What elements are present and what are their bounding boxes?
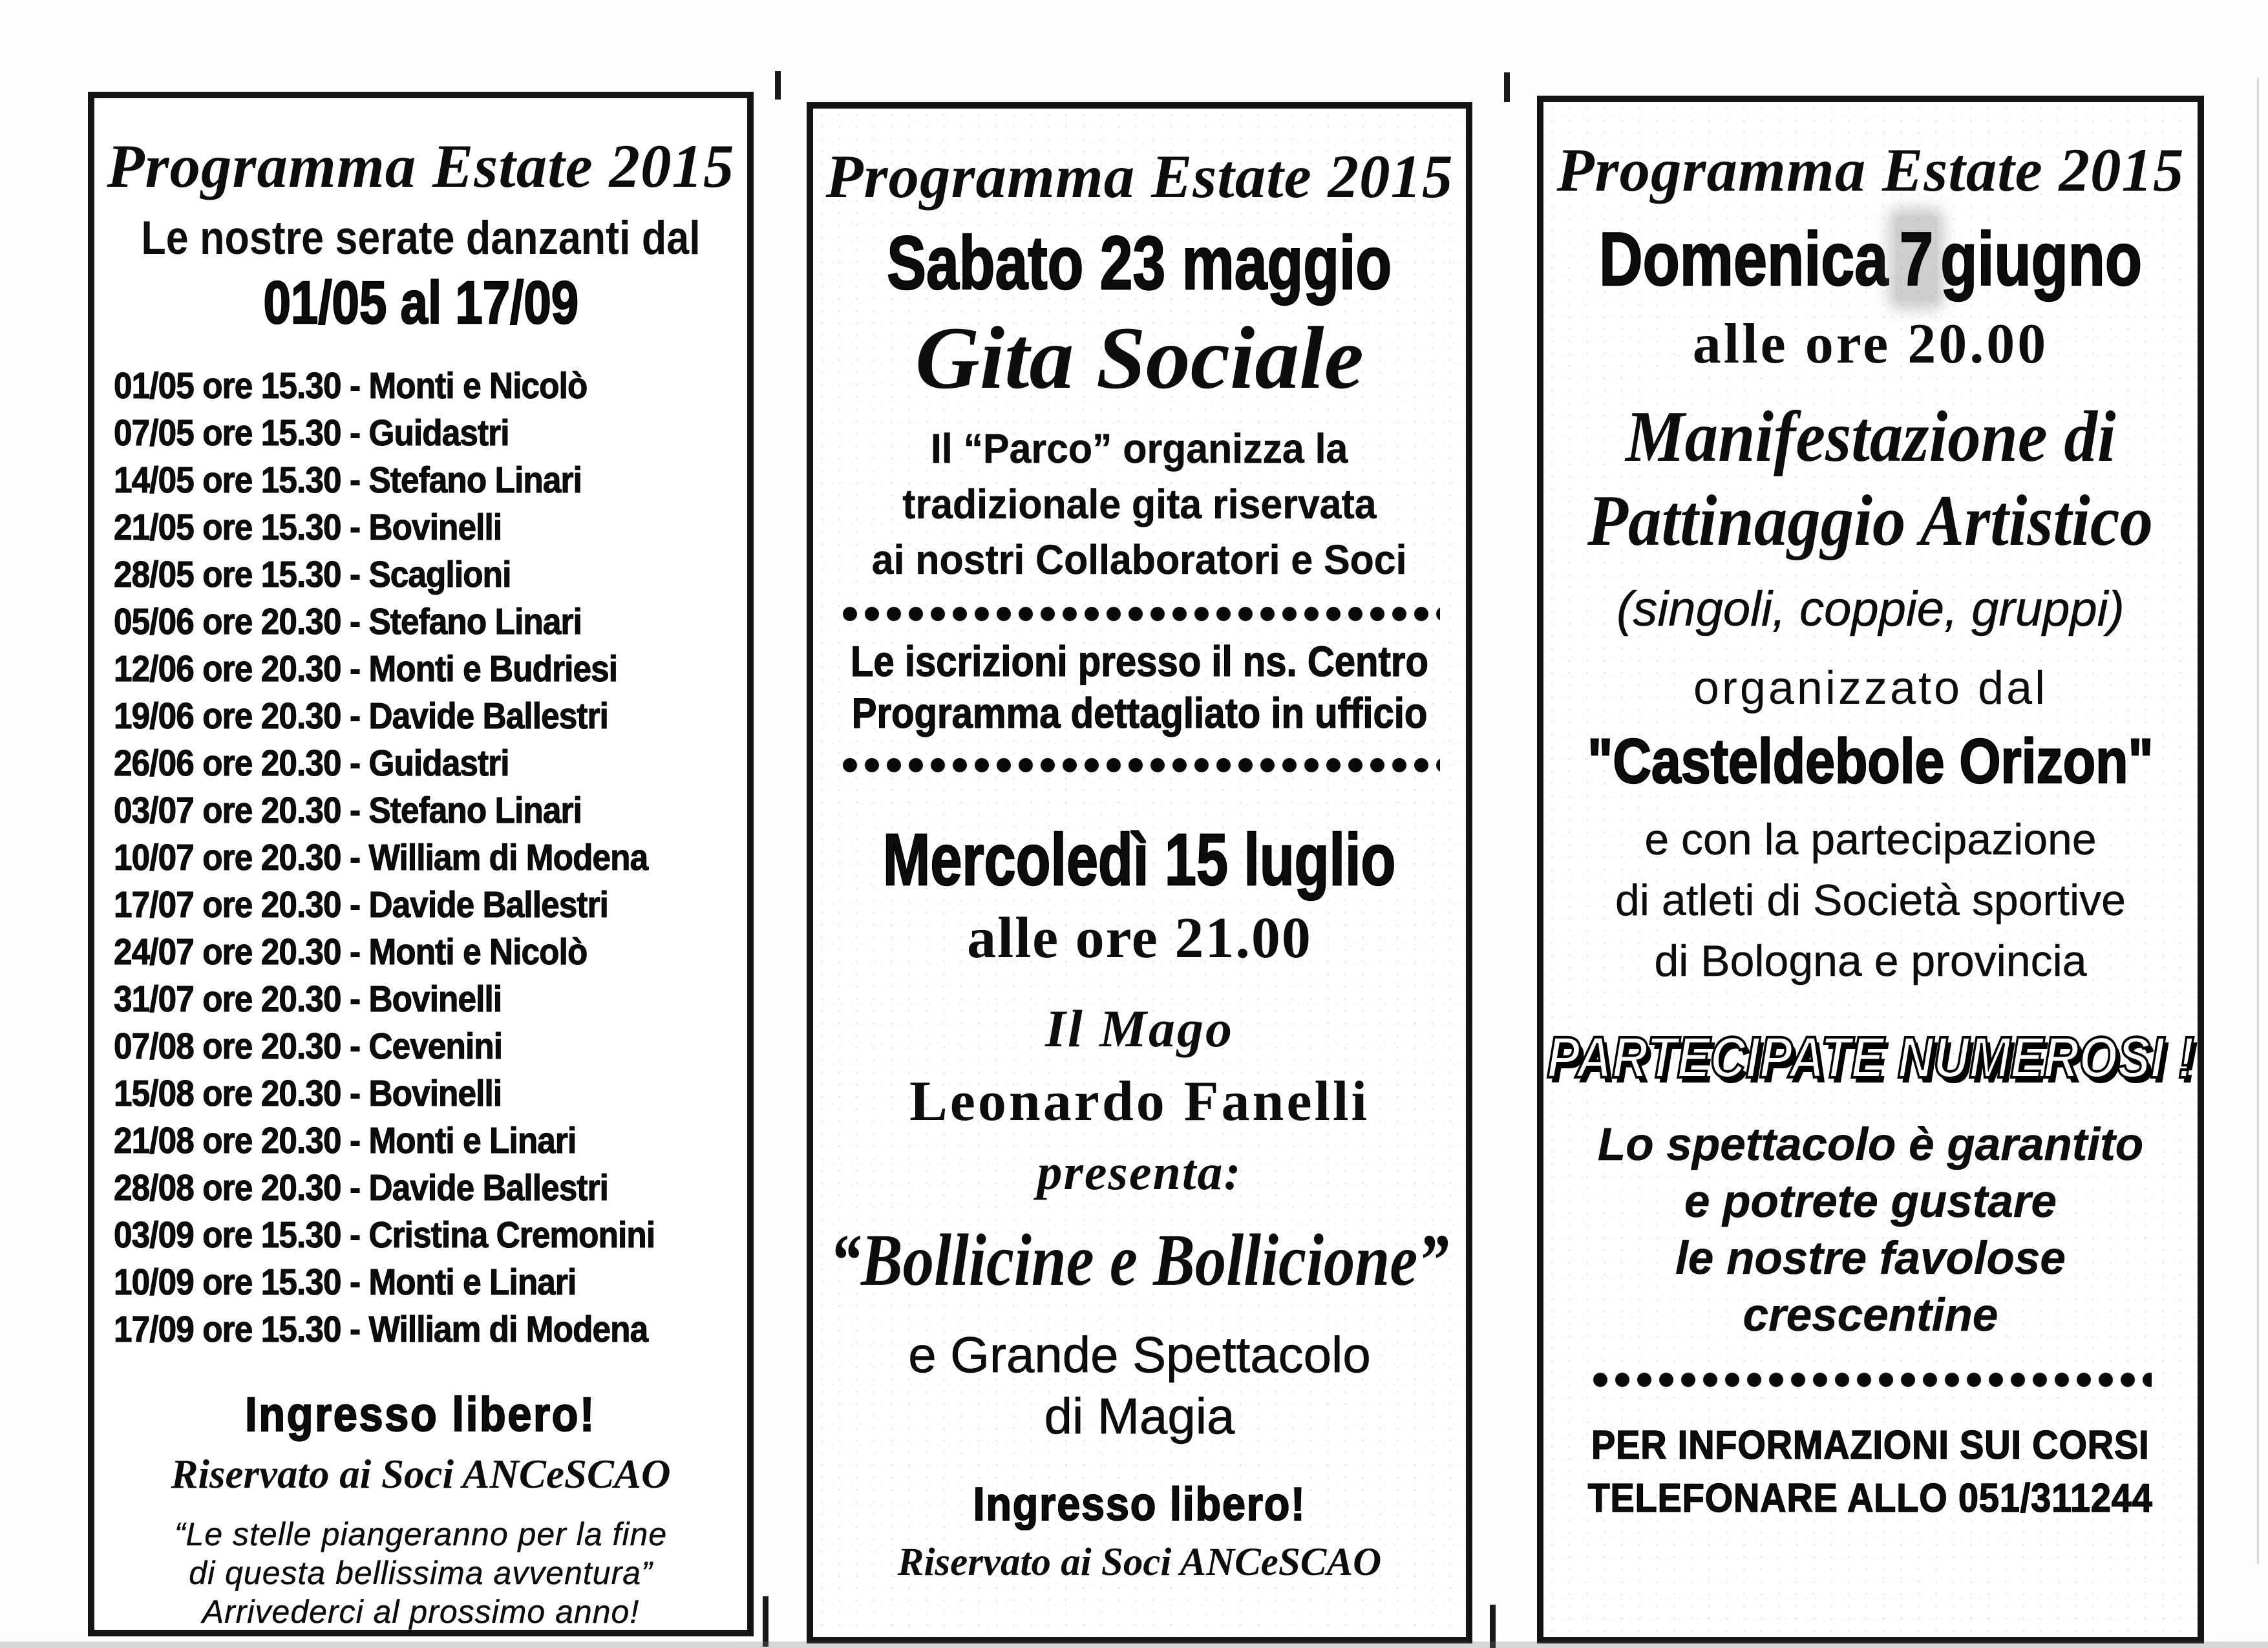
schedule-entry: 03/07 ore 20.30 - Stefano Linari [114,790,582,832]
quote-line: Arrivederci al prossimo anno! [202,1594,640,1631]
performer-intro: Il Mago [1044,999,1235,1059]
schedule-entry: 03/09 ore 15.30 - Cristina Cremonini [114,1214,655,1256]
note-line: Le iscrizioni presso il ns. Centro [851,637,1429,685]
panel-title: Programma Estate 2015 [107,132,735,200]
promo-line: e potrete gustare [1684,1176,2057,1227]
schedule-entry: 05/06 ore 20.30 - Stefano Linari [114,601,582,643]
promo-line: le nostre favolose [1675,1232,2066,1284]
schedule-entry: 26/06 ore 20.30 - Guidastri [114,743,509,785]
event1-description [858,421,1421,587]
schedule-entry: 21/08 ore 20.30 - Monti e Linari [114,1120,577,1162]
schedule-entry: 19/06 ore 20.30 - Davide Ballestri [114,695,609,737]
event-title-line: Pattinaggio Artistico [1587,480,2154,561]
schedule-entry: 14/05 ore 15.30 - Stefano Linari [114,460,582,502]
info-line: PER INFORMAZIONI SUI CORSI [1591,1422,2150,1468]
schedule-entry: 07/05 ore 15.30 - Guidastri [114,412,509,454]
subtitle-line: di Magia [1044,1388,1235,1445]
promo-line: Lo spettacolo è garantito [1597,1119,2144,1170]
event-title-line: Manifestazione di [1625,396,2116,477]
free-entry-label: Ingresso libero! [245,1388,597,1442]
dotted-divider [839,757,1439,774]
participation-line: e con la partecipazione [1644,814,2097,864]
schedule-entry: 10/09 ore 15.30 - Monti e Linari [114,1262,577,1304]
date-day: Domenica [1598,216,1889,301]
schedule-entry: 15/08 ore 20.30 - Bovinelli [114,1073,502,1115]
subtitle-line: e Grande Spettacolo [908,1326,1371,1384]
event2-time: alle ore 21.00 [967,905,1312,970]
promo-text [1598,1117,2143,1344]
organizer-name: "Casteldebole Orizon" [1587,725,2154,796]
panel-dance-program [88,92,754,1636]
quote-line: di questa bellissima avventura” [189,1555,653,1592]
date-month: giugno [1940,216,2143,301]
panel-title: Programma Estate 2015 [825,142,1454,211]
contact-info [1556,1419,2184,1525]
show-title: “Bollicine e Bollicione” [829,1219,1450,1302]
desc-line: ai nostri Collaboratori e Soci [872,536,1407,583]
panel-pattinaggio [1537,96,2204,1643]
dotted-divider [839,606,1439,622]
dance-subtitle: Le nostre serate danzanti dal [141,211,701,264]
participate-callout: PARTECIPATE NUMEROSI ! [1547,1025,2194,1090]
scan-edge-artifact [2257,78,2259,1564]
info-line: TELEFONARE ALLO 051/311244 [1587,1475,2154,1521]
show-subtitle [908,1324,1370,1447]
date-number-smudged: 7 [1896,217,1938,301]
members-only-label: Riservato ai Soci ANCeSCAO [897,1541,1382,1585]
schedule-entry: 17/07 ore 20.30 - Davide Ballestri [114,884,609,926]
dotted-divider [1589,1371,2152,1388]
schedule-entry: 28/05 ore 15.30 - Scaglioni [114,554,511,596]
schedule-entry: 10/07 ore 20.30 - William di Modena [114,837,648,879]
panel-title: Programma Estate 2015 [1556,136,2185,204]
schedule-list [94,363,747,1353]
participation-line: di atleti di Società sportive [1615,875,2126,925]
presents-label: presenta: [1037,1144,1242,1201]
schedule-entry: 28/08 ore 20.30 - Davide Ballestri [114,1167,609,1209]
event2-date: Mercoledì 15 luglio [883,818,1396,900]
fold-mark [763,1596,768,1647]
organized-by-label: organizzato dal [1693,662,2048,714]
schedule-entry: 07/08 ore 20.30 - Cevenini [114,1026,503,1068]
schedule-entry: 01/05 ore 15.30 - Monti e Nicolò [114,365,588,407]
participation-line: di Bologna e provincia [1654,936,2087,986]
scan-bottom-artifact [0,1642,2268,1648]
fold-mark [1504,72,1510,102]
performer-name: Leonardo Fanelli [909,1070,1370,1134]
desc-line: tradizionale gita riservata [902,480,1377,527]
schedule-entry: 21/05 ore 15.30 - Bovinelli [114,507,502,549]
schedule-entry: 24/07 ore 20.30 - Monti e Nicolò [114,931,588,973]
note-line: Programma dettagliato in ufficio [851,688,1428,737]
categories-label: (singoli, coppie, gruppi) [1616,581,2125,637]
farewell-quote [175,1515,667,1631]
event1-name: Gita Sociale [915,308,1364,407]
fold-mark [775,71,781,100]
event1-date: Sabato 23 maggio [887,220,1392,305]
registration-note [811,635,1468,739]
members-only-label: Riservato ai Soci ANCeSCAO [171,1452,671,1497]
participation-text [1615,809,2126,991]
desc-line: Il “Parco” organizza la [931,425,1348,472]
schedule-entry: 12/06 ore 20.30 - Monti e Budriesi [114,648,618,690]
schedule-entry: 31/07 ore 20.30 - Bovinelli [114,978,502,1020]
schedule-entry: 17/09 ore 15.30 - William di Modena [114,1309,648,1351]
quote-line: “Le stelle piangeranno per la fine [174,1516,668,1553]
panel-gita-magia [807,102,1472,1643]
event-time: alle ore 20.00 [1692,312,2049,375]
promo-line: crescentine [1743,1289,1998,1341]
date-range: 01/05 al 17/09 [263,268,578,336]
free-entry-label: Ingresso libero! [973,1479,1306,1531]
event-date [1531,216,2210,301]
